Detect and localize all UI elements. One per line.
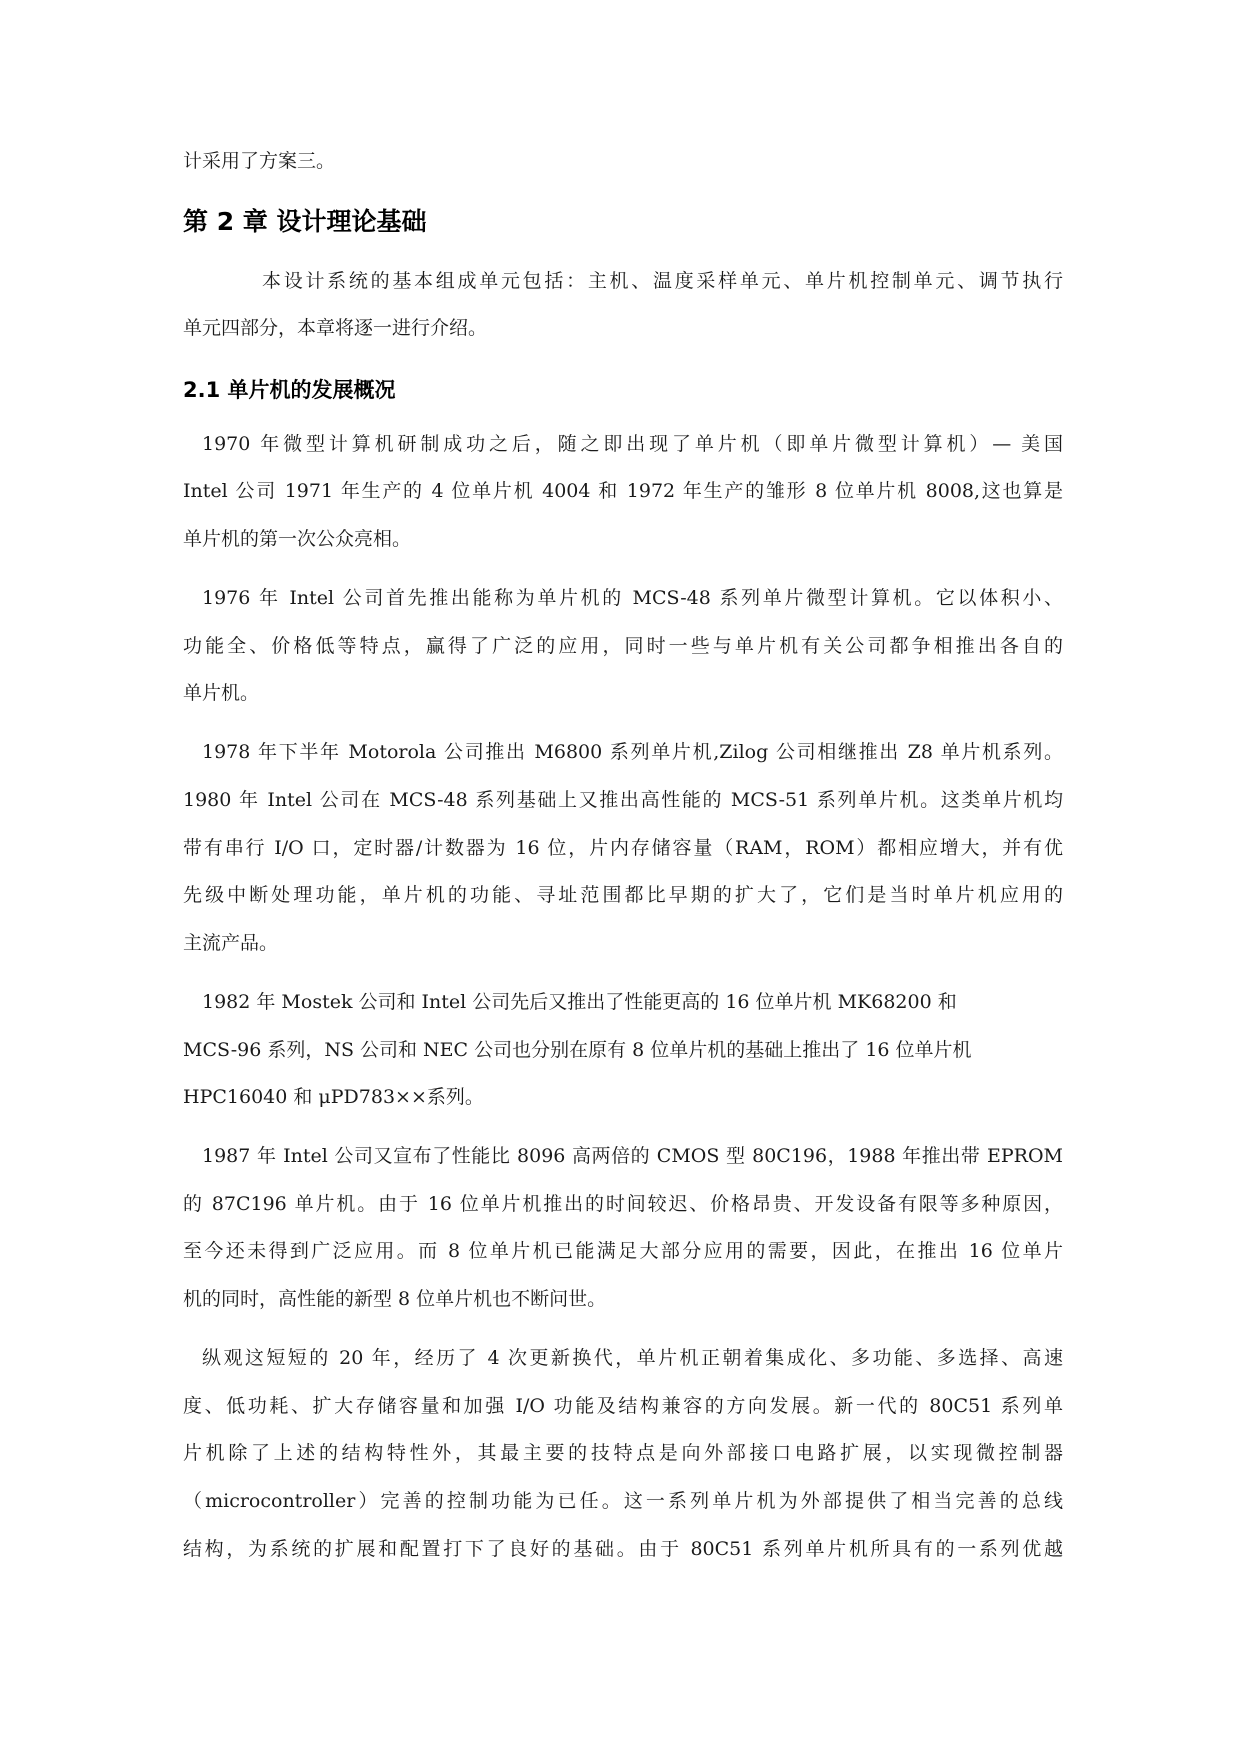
section-heading: 2.1 单片机的发展概况	[183, 378, 396, 402]
paragraph-line: 先级中断处理功能，单片机的功能、寻址范围都比早期的扩大了，它们是当时单片机应用的	[183, 884, 1063, 906]
paragraph-line: 功能全、价格低等特点，赢得了广泛的应用，同时一些与单片机有关公司都争相推出各自的	[183, 635, 1063, 657]
paragraph-line: 1980 年 Intel 公司在 MCS-48 系列基础上又推出高性能的 MCS-51 系列单片机。这类单片机均	[183, 789, 1063, 811]
paragraph-line: 结构，为系统的扩展和配置打下了良好的基础。由于 80C51 系列单片机所具有的一系列优越	[183, 1538, 1063, 1560]
paragraph-line: MCS-96 系列，NS 公司和 NEC 公司也分别在原有 8 位单片机的基础上推出了 16 位单片机	[183, 1039, 972, 1061]
chapter-heading: 第 2 章 设计理论基础	[183, 207, 427, 236]
paragraph-line: 度、低功耗、扩大存储容量和加强 I/O 功能及结构兼容的方向发展。新一代的 80C51 系列单	[183, 1395, 1063, 1417]
paragraph-line: 机的同时，高性能的新型 8 位单片机也不断问世。	[183, 1288, 607, 1310]
paragraph-line: 纵观这短短的 20 年，经历了 4 次更新换代，单片机正朝着集成化、多功能、多选择、高速	[202, 1347, 1063, 1369]
intro-line: 单元四部分，本章将逐一进行介绍。	[183, 317, 488, 339]
paragraph-line: 1982 年 Mostek 公司和 Intel 公司先后又推出了性能更高的 16 位单片机 MK68200 和	[202, 991, 957, 1013]
paragraph-line: 带有串行 I/O 口，定时器/计数器为 16 位，片内存储容量（RAM，ROM）都相应增大，并有优	[183, 837, 1063, 859]
paragraph-line: Intel 公司 1971 年生产的 4 位单片机 4004 和 1972 年生产的雏形 8 位单片机 8008,这也算是	[183, 480, 1063, 502]
paragraph-line: HPC16040 和 μPD783××系列。	[183, 1086, 484, 1108]
paragraph-line: 主流产品。	[183, 932, 279, 954]
paragraph-line: 片机除了上述的结构特性外，其最主要的技特点是向外部接口电路扩展，以实现微控制器	[183, 1442, 1063, 1464]
paragraph-line: 1976 年 Intel 公司首先推出能称为单片机的 MCS-48 系列单片微型计算机。它以体积小、	[202, 587, 1063, 609]
paragraph-line: （microcontroller）完善的控制功能为已任。这一系列单片机为外部提供了相当完善的总线	[183, 1490, 1063, 1512]
paragraph-line: 单片机的第一次公众亮相。	[183, 528, 412, 550]
paragraph-line: 1970 年微型计算机研制成功之后，随之即出现了单片机（即单片微型计算机）— 美国	[202, 433, 1063, 455]
intro-line: 本设计系统的基本组成单元包括：主机、温度采样单元、单片机控制单元、调节执行	[262, 270, 1063, 292]
paragraph-line: 单片机。	[183, 682, 260, 704]
continuation-line: 计采用了方案三。	[183, 150, 336, 172]
paragraph-line: 至今还未得到广泛应用。而 8 位单片机已能满足大部分应用的需要，因此，在推出 16 位单片	[183, 1240, 1063, 1262]
paragraph-line: 1978 年下半年 Motorola 公司推出 M6800 系列单片机,Zilog 公司相继推出 Z8 单片机系列。	[202, 741, 1063, 763]
paragraph-line: 的 87C196 单片机。由于 16 位单片机推出的时间较迟、价格昂贵、开发设备有限等多种原因，	[183, 1193, 1063, 1215]
paragraph-line: 1987 年 Intel 公司又宣布了性能比 8096 高两倍的 CMOS 型 80C196，1988 年推出带 EPROM	[202, 1145, 1063, 1167]
